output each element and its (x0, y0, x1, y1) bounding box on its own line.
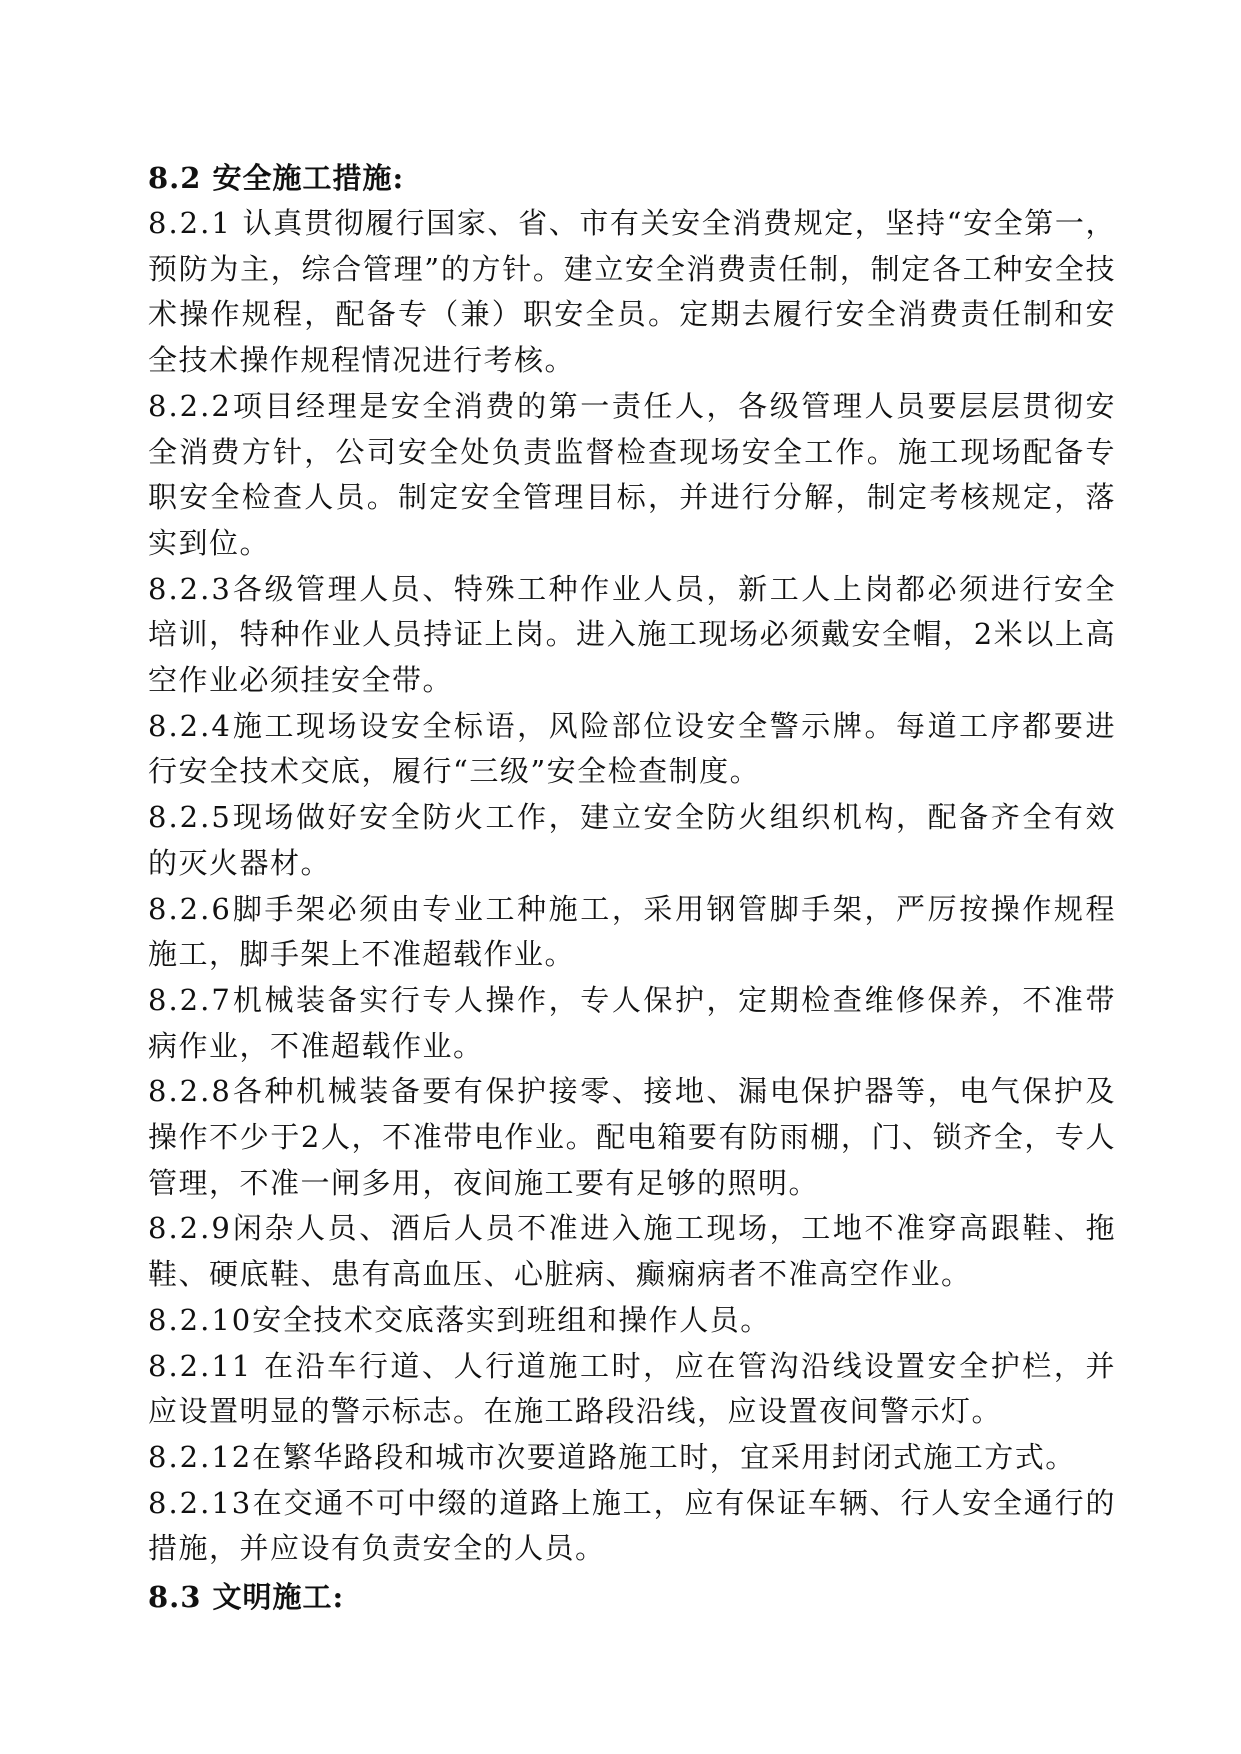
clause-8-2-9 (148, 1206, 1116, 1297)
clause-text: 现场做好安全防火工作，建立安全防火组织机构，配备齐全有效的灭火器材。 (148, 800, 1116, 880)
clause-number: 8.2.10 (148, 1302, 253, 1337)
clause-8-2-5 (148, 795, 1116, 886)
clause-number: 8.2.3 (148, 571, 232, 606)
clause-number: 8.2.7 (148, 982, 232, 1017)
clause-8-2-6 (148, 887, 1116, 978)
clause-8-2-2 (148, 384, 1116, 567)
clause-number: 8.2.2 (148, 388, 232, 423)
clause-8-2-12 (148, 1435, 1116, 1481)
clause-text: 在繁华路段和城市次要道路施工时，宜采用封闭式施工方式。 (252, 1439, 1076, 1474)
clause-number: 8.2.4 (148, 708, 232, 743)
clause-text: 在交通不可中缀的道路上施工，应有保证车辆、行人安全通行的措施，并应设有负责安全的人员。 (148, 1485, 1116, 1566)
clause-8-2-8 (148, 1069, 1116, 1206)
clause-text: 闲杂人员、酒后人员不准进入施工现场，工地不准穿高跟鞋、拖鞋、硬底鞋、患有高血压、心脏病、癫痫病者不准高空作业。 (148, 1211, 1116, 1292)
clause-number: 8.2.6 (148, 891, 232, 926)
clause-text: 项目经理是安全消费的第一责任人，各级管理人员要层层贯彻安全消费方针，公司安全处负责监督检查现场安全工作。施工现场配备专职安全检查人员。制定安全管理目标，并进行分解，制定考核规定，落实到位。 (148, 388, 1116, 560)
clause-8-2-1 (148, 201, 1116, 384)
section-heading-8-2: 8.2 安全施工措施: (148, 161, 405, 195)
document-page (148, 155, 1116, 1620)
clause-text: 机械装备实行专人操作，专人保护，定期检查维修保养，不准带病作业，不准超载作业。 (148, 982, 1116, 1063)
clause-8-2-3 (148, 567, 1116, 704)
clause-number: 8.2.12 (148, 1439, 253, 1474)
clause-text: 各种机械装备要有保护接零、接地、漏电保护器等，电气保护及操作不少于2人，不准带电作业。配电箱要有防雨棚，门、锁齐全，专人管理，不准一闸多用，夜间施工要有足够的照明。 (148, 1074, 1116, 1200)
clause-text: 安全技术交底落实到班组和操作人员。 (252, 1302, 771, 1337)
clause-text: 脚手架必须由专业工种施工，采用钢管脚手架，严厉按操作规程施工，脚手架上不准超载作业。 (148, 891, 1116, 972)
clause-text: 在沿车行道、人行道施工时，应在管沟沿线设置安全护栏，并应设置明显的警示标志。在施工路段沿线，应设置夜间警示灯。 (148, 1348, 1116, 1429)
section-heading-8-3: 8.3 文明施工: (148, 1580, 345, 1615)
clause-8-2-10 (148, 1298, 1116, 1344)
clause-number: 8.2.13 (148, 1485, 253, 1520)
clause-8-2-11 (148, 1344, 1116, 1435)
clause-number: 8.2.9 (148, 1211, 232, 1246)
clause-8-2-13 (148, 1481, 1116, 1572)
clause-8-2-4 (148, 704, 1116, 795)
clause-number: 8.2.5 (148, 800, 232, 835)
clause-text: 各级管理人员、特殊工种作业人员，新工人上岗都必须进行安全培训，特种作业人员持证上岗。进入施工现场必须戴安全帽，2米以上高空作业必须挂安全带。 (148, 571, 1116, 698)
clause-8-2-7 (148, 978, 1116, 1069)
clause-number: 8.2.1 (148, 206, 232, 240)
clause-number: 8.2.11 (148, 1348, 253, 1383)
clause-text: 施工现场设安全标语，风险部位设安全警示牌。每道工序都要进行安全技术交底，履行“三级”安全检查制度。 (148, 708, 1116, 789)
clause-text: 认真贯彻履行国家、省、市有关安全消费规定，坚持“安全第一，预防为主，综合管理”的方针。建立安全消费责任制，制定各工种安全技术操作规程，配备专（兼）职安全员。定期去履行安全消费责任制和安全技术操作规程情况进行考核。 (148, 206, 1116, 378)
clause-number: 8.2.8 (148, 1074, 232, 1109)
